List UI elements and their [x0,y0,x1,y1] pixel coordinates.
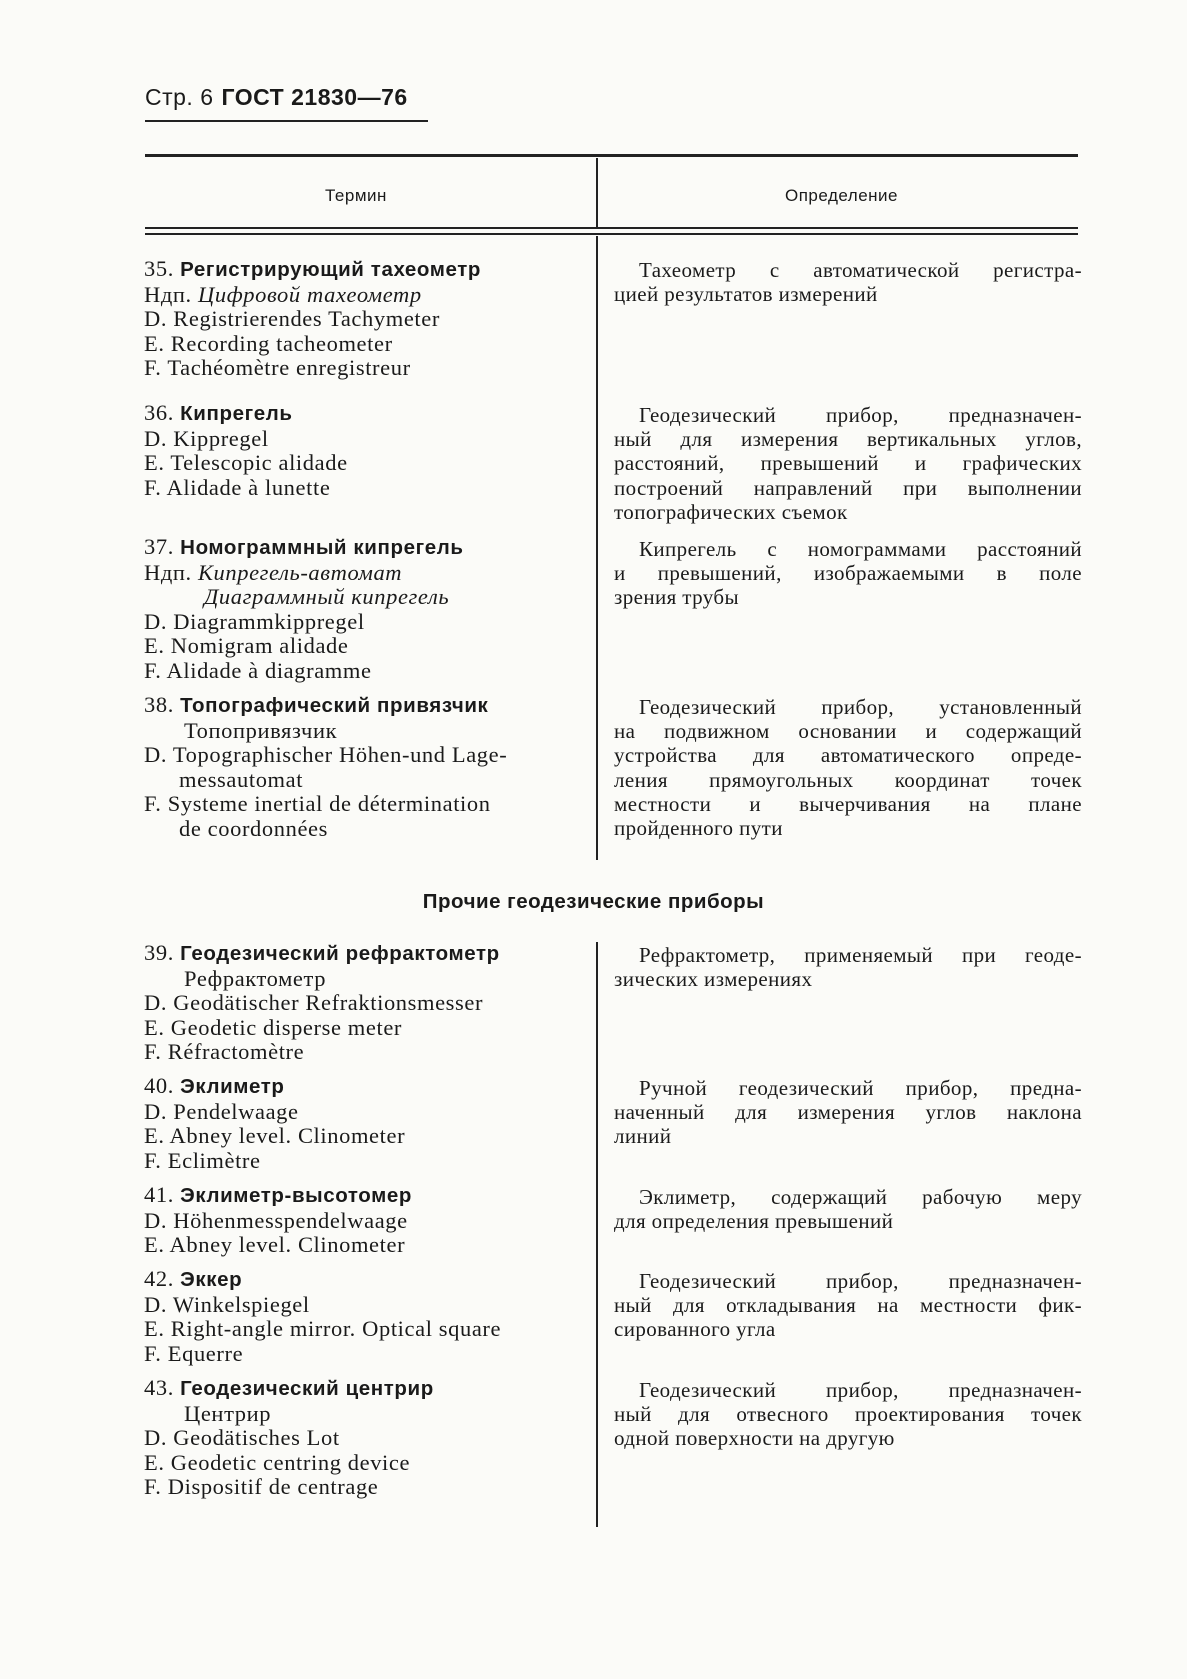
table-top-rule [145,154,1078,157]
term-foreign-fr: F. Alidade à diagramme [144,657,372,683]
term-foreign-fr: F. Alidade à lunette [144,474,331,500]
definition-entry-38 [614,695,1082,840]
definition-line: построений направлений при выполнении [614,475,1082,500]
definition-line: Геодезический прибор, предназначен- [639,403,1082,427]
definition-line: местности и вычерчивания на плане [614,791,1082,816]
definition-line: ный для откладывания на местности фик- [614,1293,1082,1318]
page-header [145,84,408,111]
definition-line: на подвижном основании и содержащий [614,719,1082,744]
definition-line: Тахеометр с автоматической регистра- [639,258,1082,282]
definition-line: Геодезический прибор, установленный [639,695,1082,719]
term-entry-42 [144,1267,584,1366]
term-number: 38. [144,692,174,717]
definition-line: Кипрегель с номограммами расстояний [639,537,1082,561]
definition-entry-43 [614,1378,1082,1451]
term-foreign-en: E. Abney level. Clinometer [144,1123,406,1148]
definition-entry-35 [614,258,1082,306]
term-entry-38 [144,693,584,841]
definition-line: и превышений, изображаемыми в поле [614,561,1082,586]
term-foreign-en: E. Right-angle mirror. Optical square [144,1316,502,1341]
definition-line: Рефрактометр, применяемый при геоде- [639,943,1082,967]
term-foreign-fr: F. Equerre [144,1340,244,1366]
term-title: Кипрегель [180,402,293,425]
term-foreign-en: E. Recording tacheometer [144,330,393,356]
header-bottom-rule-1 [145,227,1078,229]
definition-line: цией результатов измерений [614,282,878,307]
term-entry-37 [144,535,584,683]
term-foreign-de: D. Höhenmesspendelwaage [144,1207,408,1233]
definition-entry-42 [614,1269,1082,1342]
definition-line: ления прямоугольных координат точек [614,767,1082,792]
term-title: Эклиметр-высотомер [180,1184,413,1207]
definition-line: топографических съемок [614,499,848,524]
column-header-term: Термин [325,186,387,205]
definition-entry-40 [614,1076,1082,1149]
term-title: Эккер [180,1268,243,1291]
definition-line: одной поверхности на другую [614,1426,895,1451]
term-number: 36. [144,400,174,425]
standard-number: ГОСТ 21830—76 [221,84,408,110]
term-deprecated: Кипрегель-автомат [198,559,403,585]
term-number: 39. [144,940,174,965]
column-divider-top [596,236,598,860]
term-title: Геодезический рефрактометр [180,942,500,965]
term-title: Топографический привязчик [180,694,489,717]
term-entry-43 [144,1376,584,1500]
term-foreign-de-cont: messautomat [179,766,304,792]
term-entry-39 [144,941,584,1065]
definition-line: пройденного пути [614,816,783,841]
column-header-definition: Определение [785,186,898,205]
term-title: Номограммный кипрегель [180,536,464,559]
header-bottom-rule-2 [145,233,1078,235]
term-foreign-de: D. Registrierendes Tachymeter [144,306,440,331]
definition-line: Ручной геодезический прибор, предна- [639,1076,1082,1100]
definition-line: ный для измерения вертикальных углов, [614,427,1082,452]
term-foreign-fr: F. Réfractomètre [144,1039,305,1064]
term-number: 35. [144,256,174,281]
term-number: 37. [144,534,174,559]
term-synonym: Рефрактометр [184,965,327,991]
term-title: Регистрирующий тахеометр [180,258,482,281]
term-deprecated: Диаграммный кипрегель [204,584,450,609]
term-foreign-de: D. Diagrammkippregel [144,608,365,634]
term-entry-35 [144,257,584,381]
term-foreign-de: D. Topographischer Höhen-und Lage- [144,742,508,767]
term-title: Эклиметр [180,1075,285,1098]
term-foreign-fr: F. Eclimètre [144,1147,261,1173]
term-synonym: Центрир [184,1400,272,1426]
term-title: Геодезический центрир [180,1377,434,1400]
term-entry-41 [144,1183,584,1258]
term-foreign-en: E. Nomigram alidade [144,633,349,658]
definition-entry-36 [614,403,1082,524]
definition-entry-37 [614,537,1082,610]
term-label-ndp: Ндп. [144,559,192,585]
definition-line: линий [614,1124,672,1149]
section-title: Прочие геодезические приборы [422,890,765,913]
definition-line: Геодезический прибор, предназначен- [639,1378,1082,1402]
term-number: 40. [144,1073,174,1098]
term-foreign-en: E. Abney level. Clinometer [144,1232,406,1257]
term-foreign-fr: F. Tachéomètre enregistreur [144,355,411,380]
term-foreign-en: E. Telescopic alidade [144,450,348,475]
term-number: 42. [144,1266,174,1291]
column-divider-bottom [596,942,598,1527]
definition-line: расстояний, превышений и графических [614,451,1082,476]
definition-line: наченный для измерения углов наклона [614,1100,1082,1125]
term-entry-36 [144,401,584,500]
page-label: Стр. 6 [145,84,214,110]
term-foreign-en: E. Geodetic centring device [144,1449,411,1475]
term-foreign-de: D. Geodätisches Lot [144,1425,340,1450]
definition-entry-41 [614,1185,1082,1233]
term-entry-40 [144,1074,584,1173]
header-column-divider [596,158,598,228]
term-foreign-de: D. Winkelspiegel [144,1291,310,1317]
definition-line: ный для отвесного проектирования точек [614,1402,1082,1427]
term-number: 43. [144,1375,174,1400]
term-foreign-fr: F. Systeme inertial de détermination [144,791,491,816]
term-foreign-de: D. Pendelwaage [144,1098,299,1124]
definition-line: устройства для автоматического опреде- [614,743,1082,768]
term-foreign-fr-cont: de coordonnées [179,815,328,841]
term-foreign-de: D. Kippregel [144,425,269,451]
term-label-ndp: Ндп. [144,281,192,307]
header-underline [145,120,428,122]
term-synonym: Топопривязчик [184,717,338,743]
definition-line: зрения трубы [614,585,739,610]
term-number: 41. [144,1182,174,1207]
definition-line: зических измерениях [614,967,813,992]
definition-line: для определения превышений [614,1209,894,1234]
term-foreign-en: E. Geodetic disperse meter [144,1014,403,1040]
definition-line: Геодезический прибор, предназначен- [639,1269,1082,1293]
term-deprecated: Цифровой тахеометр [198,281,422,307]
term-foreign-de: D. Geodätischer Refraktionsmesser [144,990,484,1015]
definition-entry-39 [614,943,1082,991]
definition-line: Эклиметр, содержащий рабочую меру [639,1185,1082,1209]
term-foreign-fr: F. Dispositif de centrage [144,1474,379,1499]
definition-line: сированного угла [614,1317,776,1342]
